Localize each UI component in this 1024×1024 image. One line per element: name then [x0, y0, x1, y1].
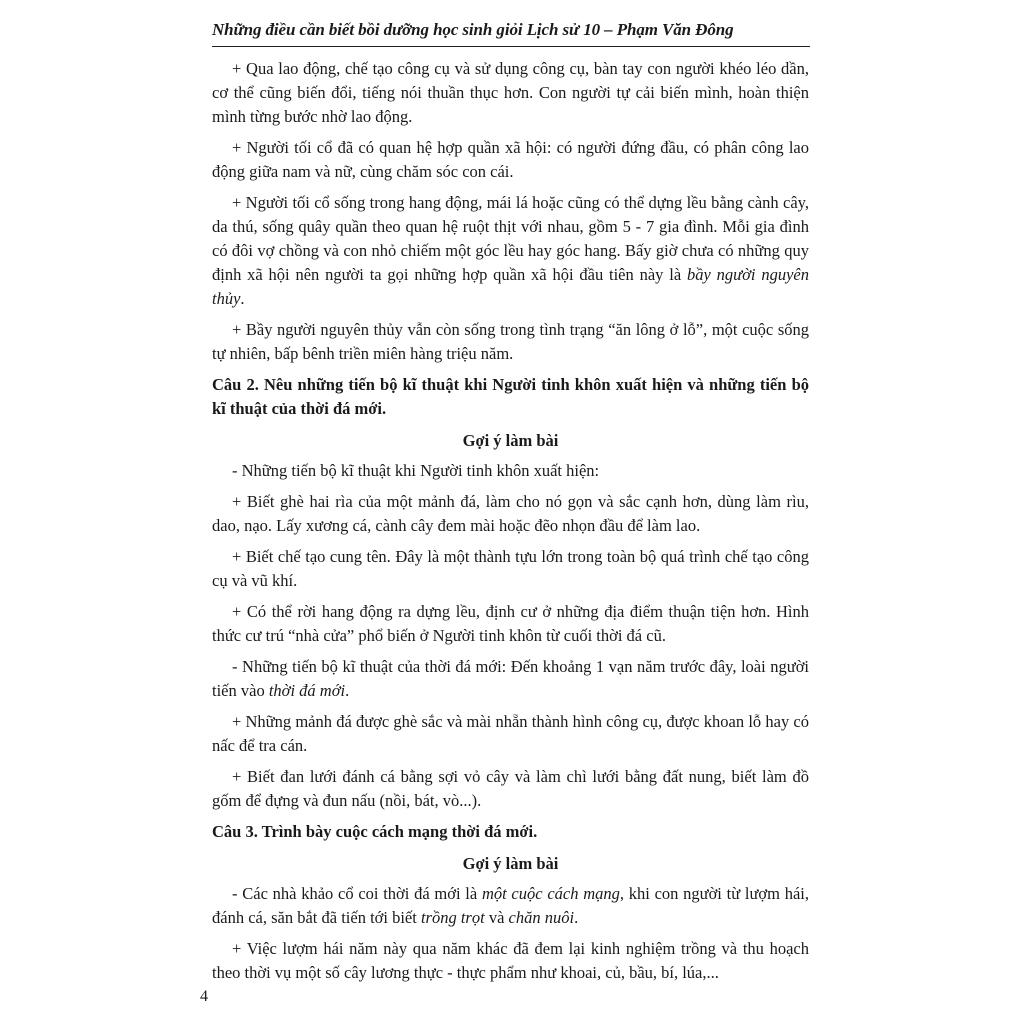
emphasis-term: chăn nuôi: [508, 908, 575, 927]
paragraph-text: - Những tiến bộ kĩ thuật của thời đá mới: Đến khoảng 1 vạn năm trước đây, loài người tiến vào: [212, 657, 809, 700]
paragraph: + Người tối cổ đã có quan hệ hợp quần xã hội: có người đứng đầu, có phân công lao động giữa nam và nữ, cùng chăm sóc con cái.: [212, 138, 809, 181]
header-title: Những điều cần biết bồi dưỡng học sinh giỏi Lịch sử 10 – Phạm Văn Đông: [212, 20, 734, 39]
paragraph-text: - Các nhà khảo cổ coi thời đá mới là: [232, 884, 482, 903]
paragraph: + Có thể rời hang động ra dựng lều, định cư ở những địa điểm thuận tiện hơn. Hình thức cư trú “nhà cửa” phổ biến ở Người tinh khôn từ cuối thời đá cũ.: [212, 602, 809, 645]
paragraph-text: .: [240, 289, 245, 308]
hint-heading: Gợi ý làm bài: [462, 854, 559, 873]
paragraph: + Những mảnh đá được ghè sắc và mài nhẵn thành hình công cụ, được khoan lỗ hay có nấc để tra cán.: [212, 712, 809, 755]
paragraph-text: .: [345, 681, 350, 700]
hint-heading: Gợi ý làm bài: [462, 431, 559, 450]
paragraph: + Qua lao động, chế tạo công cụ và sử dụng công cụ, bàn tay con người khéo léo dần, cơ thể cũng biến đổi, tiếng nói thuần thục hơn. Con người tự cải biến mình, hoàn thiện mình từng bước nhờ lao động.: [212, 59, 809, 126]
paragraph: + Bầy người nguyên thủy vẫn còn sống trong tình trạng “ăn lông ở lỗ”, một cuộc sống tự nhiên, bấp bênh triền miên hàng triệu năm.: [212, 320, 809, 363]
running-header: [212, 16, 810, 47]
question-heading: Câu 3. Trình bày cuộc cách mạng thời đá mới.: [212, 822, 538, 841]
paragraph: [212, 191, 809, 311]
paragraph: + Biết đan lưới đánh cá bằng sợi vỏ cây và làm chì lưới bằng đất nung, biết làm đồ gốm để đựng và đun nấu (nồi, bát, vò...).: [212, 767, 809, 810]
page-body: [212, 57, 809, 992]
paragraph-text: và: [484, 908, 509, 927]
paragraph-text: + Người tối cổ sống trong hang động, mái lá hoặc cũng có thể dựng lều bằng cành cây, da thú, sống quây quần theo quan hệ ruột thịt với nhau, gồm 5 - 7 gia đình. Mỗi gia đình có đôi vợ chồng và con nhỏ chiếm một góc lều hay góc hang. Bấy giờ chưa có những quy định xã hội nên người ta gọi những hợp quần xã hội đầu tiên này là: [212, 193, 809, 284]
paragraph: + Biết chế tạo cung tên. Đây là một thành tựu lớn trong toàn bộ quá trình chế tạo công cụ và vũ khí.: [212, 547, 809, 590]
question-heading: Câu 2. Nêu những tiến bộ kĩ thuật khi Người tinh khôn xuất hiện và những tiến bộ kĩ thuật của thời đá mới.: [212, 375, 809, 418]
paragraph: + Việc lượm hái năm này qua năm khác đã đem lại kinh nghiệm trồng và thu hoạch theo thời vụ một số cây lương thực - thực phẩm như khoai, củ, bầu, bí, lúa,...: [212, 939, 809, 982]
emphasis-term: bầy người nguyên thủy: [212, 265, 809, 308]
paragraph: + Biết ghè hai rìa của một mảnh đá, làm cho nó gọn và sắc cạnh hơn, dùng làm rìu, dao, nạo. Lấy xương cá, cành cây đem mài hoặc đẽo nhọn đầu để làm lao.: [212, 492, 809, 535]
paragraph-text: , khi con người từ lượm hái, đánh cá, săn bắt đã tiến tới biết: [212, 884, 809, 927]
paragraph: [212, 655, 809, 703]
paragraph: [212, 882, 809, 930]
emphasis-term: một cuộc cách mạng: [481, 884, 620, 903]
page-number: 4: [200, 988, 208, 1005]
paragraph-text: .: [574, 908, 579, 927]
emphasis-term: trồng trọt: [420, 908, 485, 927]
emphasis-term: thời đá mới: [268, 681, 346, 700]
paragraph: - Những tiến bộ kĩ thuật khi Người tinh khôn xuất hiện:: [232, 461, 600, 480]
